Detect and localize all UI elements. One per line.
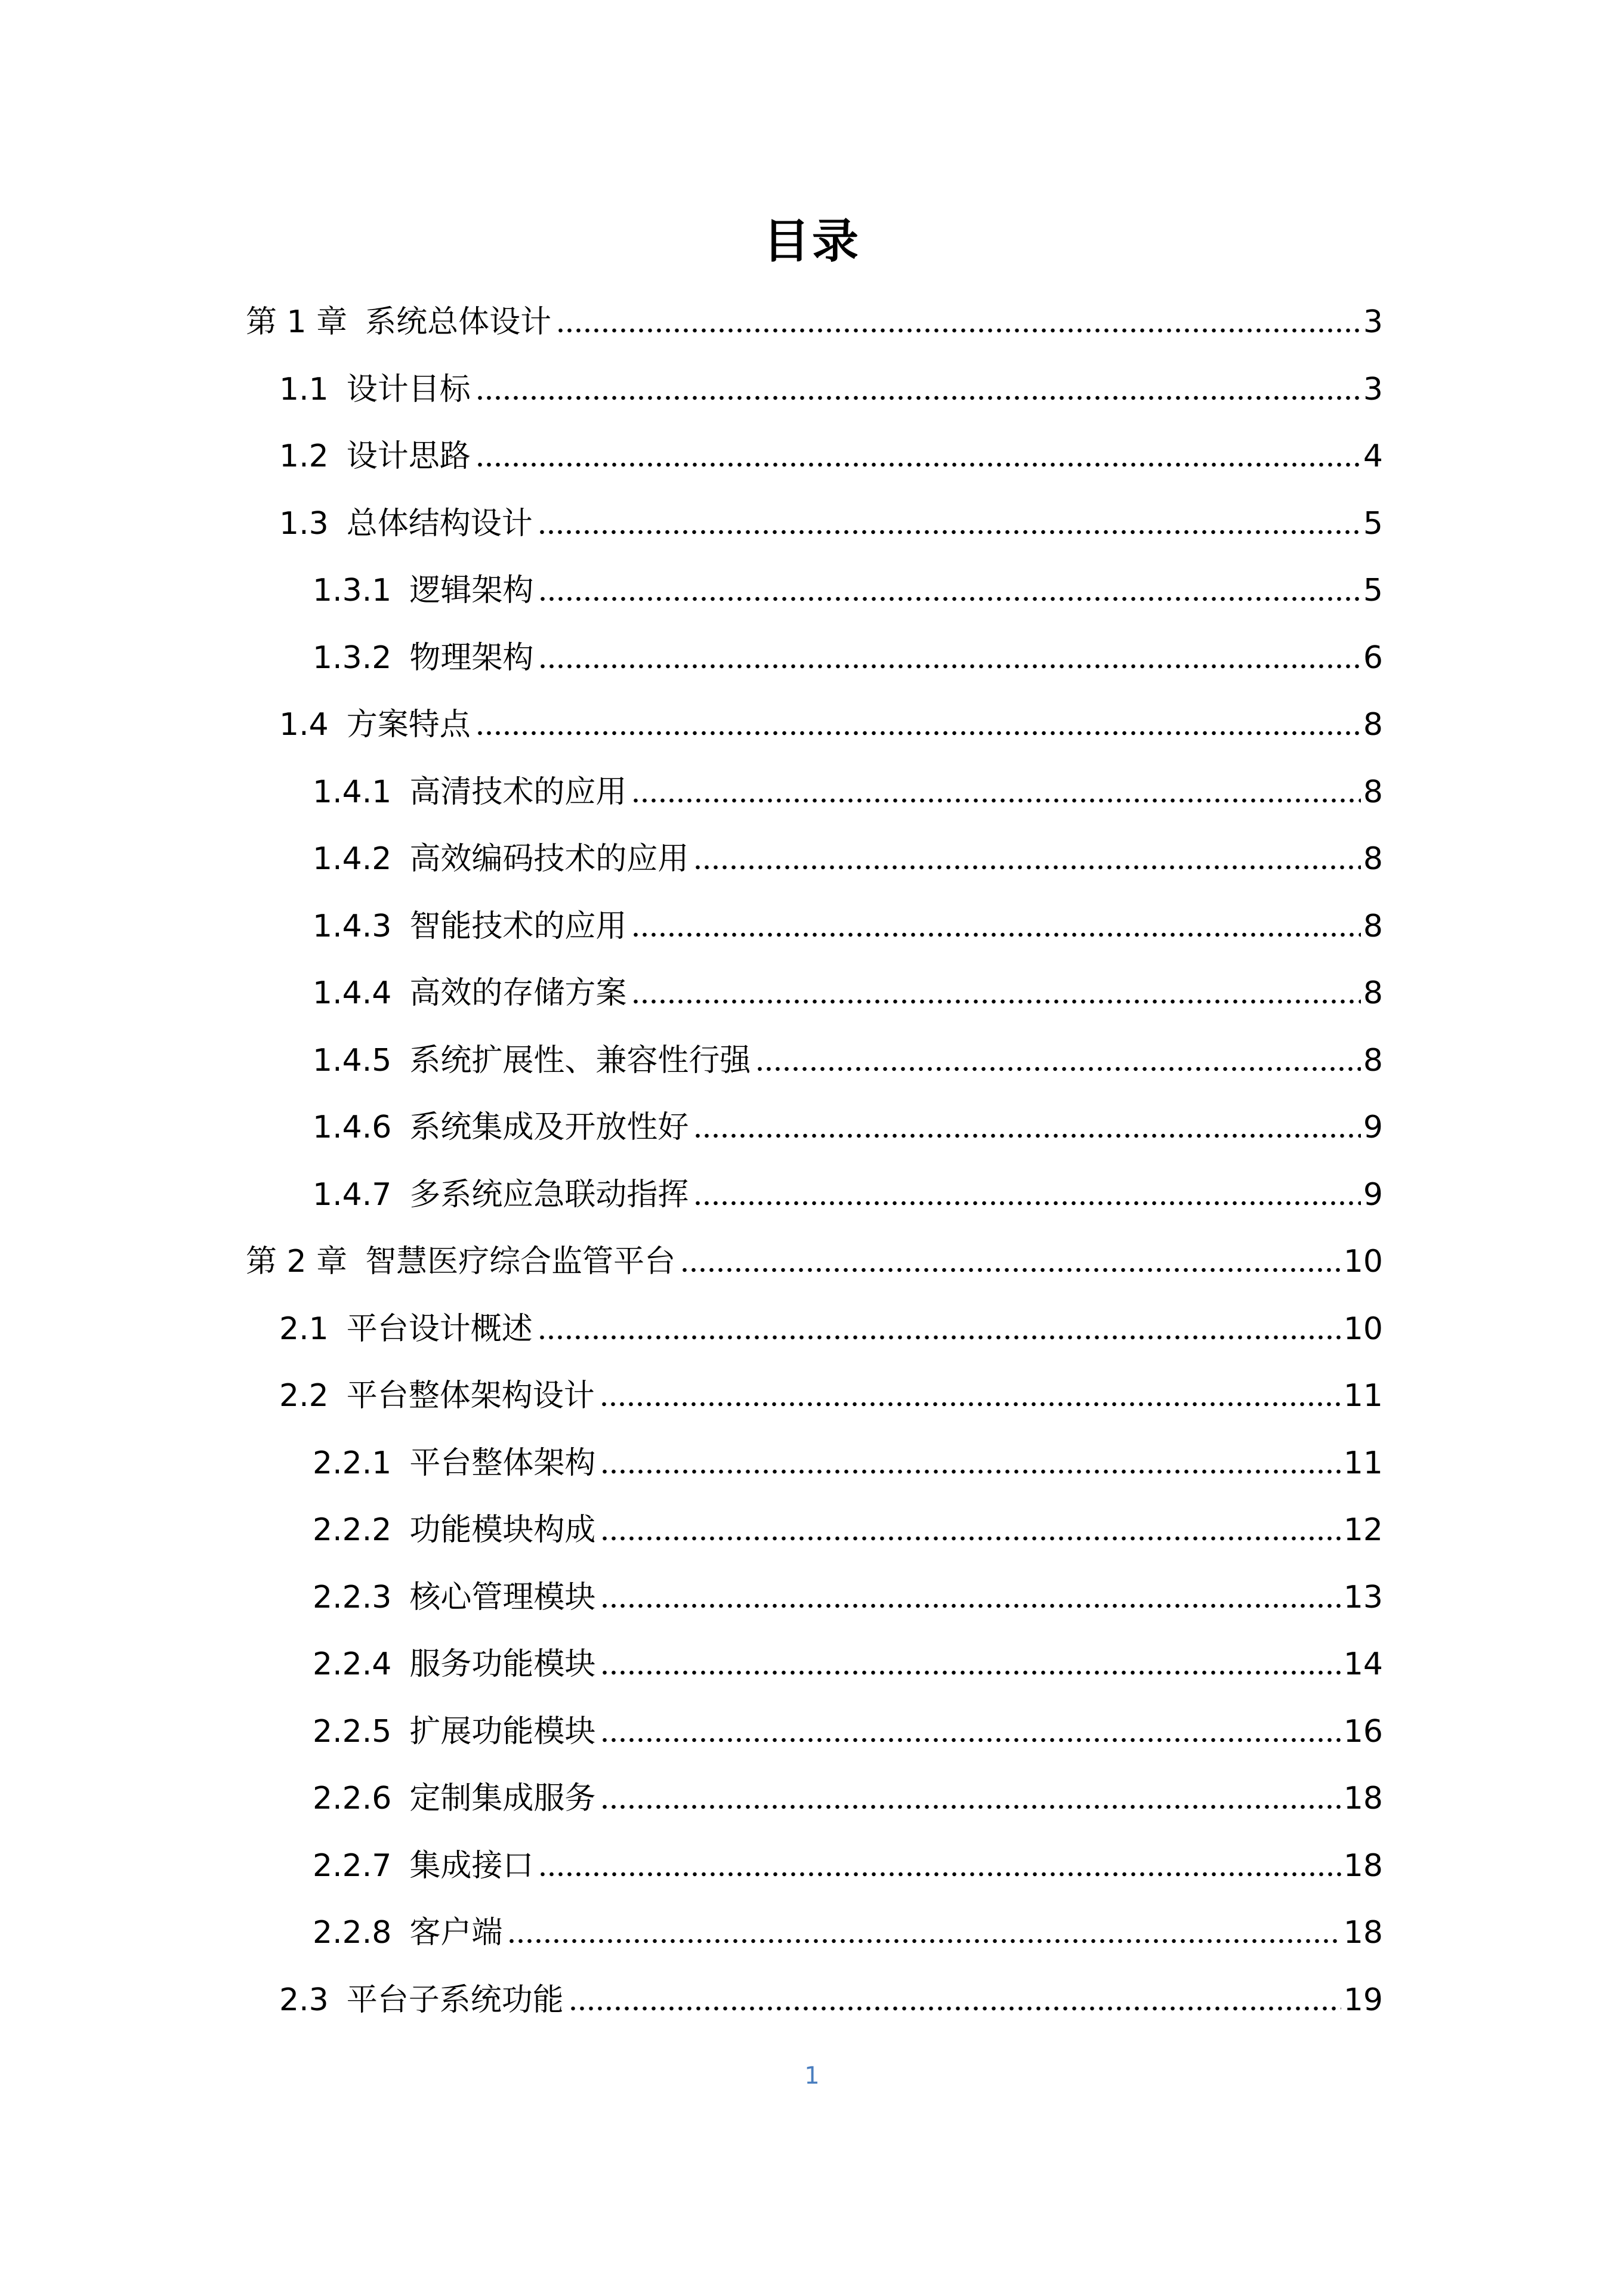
toc-dot-leader (600, 1804, 1341, 1809)
toc-entry-text: 系统扩展性、兼容性行强 (409, 1043, 751, 1079)
toc-entry[interactable] (313, 1697, 1383, 1751)
toc-entry-label (313, 1914, 507, 1952)
toc-entry-text: 逻辑架构 (409, 573, 534, 608)
toc-entry[interactable] (313, 556, 1383, 610)
toc-dot-leader (693, 865, 1361, 870)
toc-entry[interactable] (313, 892, 1383, 945)
toc-entry-label (279, 437, 476, 475)
toc-entry[interactable] (279, 1361, 1383, 1415)
toc-entry-text: 平台整体架构 (409, 1445, 596, 1481)
toc-entry-page: 18 (1343, 1848, 1383, 1884)
toc-entry-page: 9 (1363, 1177, 1383, 1213)
toc-entry-page: 11 (1343, 1445, 1383, 1481)
toc-entry-text: 设计思路 (346, 438, 471, 474)
toc-entry-page: 3 (1363, 372, 1383, 407)
toc-dot-leader (538, 597, 1361, 601)
toc-entry[interactable] (279, 422, 1383, 475)
toc-entry-label (246, 303, 556, 341)
toc-entry-page: 8 (1363, 774, 1383, 810)
toc-dot-leader (538, 664, 1361, 669)
toc-entry[interactable] (279, 489, 1383, 543)
toc-entry-page: 9 (1363, 1110, 1383, 1145)
toc-entry-text: 设计目标 (346, 372, 471, 407)
toc-dot-leader (538, 1335, 1341, 1340)
toc-entry[interactable] (279, 690, 1383, 744)
toc-dot-leader (631, 999, 1361, 1004)
toc-entry-text: 智能技术的应用 (409, 908, 627, 944)
toc-entry-number: 2.2.5 (313, 1714, 392, 1750)
toc-entry[interactable] (313, 1495, 1383, 1549)
toc-entry-number: 2.2.6 (313, 1781, 392, 1816)
toc-entry-label (313, 1713, 600, 1751)
toc-entry-page: 8 (1363, 1043, 1383, 1079)
toc-dot-leader (600, 1603, 1341, 1608)
toc-entry-label (313, 1444, 600, 1482)
toc-entry-number: 2.2.4 (313, 1646, 392, 1682)
toc-entry[interactable] (313, 1898, 1383, 1952)
toc-dot-leader (755, 1067, 1361, 1071)
toc-entry-page: 14 (1343, 1646, 1383, 1682)
toc-entry[interactable] (246, 1227, 1383, 1281)
toc-entry[interactable] (313, 623, 1383, 677)
toc-entry[interactable] (279, 355, 1383, 409)
toc-entry-text: 平台设计概述 (346, 1311, 533, 1347)
toc-entry-label (313, 571, 538, 610)
toc-entry-label (279, 706, 476, 744)
toc-entry-label (313, 840, 693, 878)
toc-entry-label (279, 1981, 569, 2019)
toc-entry-number: 1.4.4 (313, 975, 392, 1011)
toc-entry-number: 1.4.5 (313, 1043, 392, 1079)
toc-entry-text: 平台子系统功能 (346, 1982, 564, 2018)
toc-entry-text: 物理架构 (409, 640, 534, 676)
toc-entry-label (279, 1377, 600, 1415)
toc-entry-number: 1.4.3 (313, 908, 392, 944)
toc-entry-page: 5 (1363, 506, 1383, 542)
toc-entry-number: 2.2.3 (313, 1580, 392, 1615)
toc-entry-label (313, 907, 631, 945)
toc-dot-leader (600, 1469, 1341, 1474)
toc-entry-label (313, 1511, 600, 1549)
toc-entry-text: 功能模块构成 (409, 1512, 596, 1548)
toc-entry-number: 1.1 (279, 372, 329, 407)
toc-entry-number: 1.2 (279, 438, 329, 474)
toc-dot-leader (631, 932, 1361, 937)
toc-dot-leader (538, 1872, 1341, 1877)
toc-entry-number: 1.4.6 (313, 1110, 392, 1145)
toc-entry-text: 服务功能模块 (409, 1646, 596, 1682)
toc-entry[interactable] (246, 288, 1383, 341)
toc-entry-number: 2.2.1 (313, 1445, 392, 1481)
toc-entry[interactable] (313, 758, 1383, 811)
toc-entry-label (313, 1108, 693, 1147)
toc-dot-leader (600, 1402, 1341, 1407)
toc-entry-label (313, 974, 631, 1012)
toc-entry-number: 1.4.7 (313, 1177, 392, 1213)
toc-dot-leader (631, 798, 1361, 803)
toc-entry-number: 1.3 (279, 506, 329, 542)
toc-entry[interactable] (313, 1630, 1383, 1683)
toc-entry[interactable] (313, 1764, 1383, 1818)
toc-entry-number: 第 2 章 (246, 1244, 348, 1280)
toc-dot-leader (600, 1670, 1341, 1675)
toc-dot-leader (556, 328, 1361, 333)
toc-entry-label (313, 1847, 538, 1885)
toc-entry-label (313, 773, 631, 811)
toc-dot-leader (569, 2006, 1341, 2011)
toc-entry-number: 1.3.2 (313, 640, 392, 676)
toc-dot-leader (476, 395, 1361, 400)
toc-entry-page: 8 (1363, 908, 1383, 944)
toc-entry-text: 总体结构设计 (346, 506, 533, 542)
toc-entry-page: 3 (1363, 304, 1383, 340)
toc-entry-label (246, 1243, 680, 1281)
toc-entry-number: 2.1 (279, 1311, 329, 1347)
toc-entry-page: 16 (1343, 1714, 1383, 1750)
toc-entry-text: 系统总体设计 (365, 304, 552, 340)
toc-entry[interactable] (313, 1831, 1383, 1885)
toc-entry[interactable] (313, 824, 1383, 878)
toc-entry-page: 18 (1343, 1915, 1383, 1951)
toc-entry-label (313, 1042, 755, 1080)
toc-entry-number: 2.2.7 (313, 1848, 392, 1884)
toc-entry-page: 5 (1363, 573, 1383, 608)
toc-entry[interactable] (279, 1294, 1383, 1348)
toc-entry[interactable] (313, 1563, 1383, 1617)
toc-entry-text: 多系统应急联动指挥 (409, 1177, 689, 1213)
toc-entry-text: 集成接口 (409, 1848, 534, 1884)
toc-entry-page: 11 (1343, 1378, 1383, 1414)
toc-entry-number: 2.3 (279, 1982, 329, 2018)
toc-entry-page: 19 (1343, 1982, 1383, 2018)
toc-entry-label (279, 505, 538, 543)
toc-entry[interactable] (313, 1429, 1383, 1482)
toc-entry-number: 1.4.1 (313, 774, 392, 810)
toc-dot-leader (476, 731, 1361, 736)
toc-entry-page: 8 (1363, 975, 1383, 1011)
toc-entry-text: 平台整体架构设计 (346, 1378, 595, 1414)
toc-entry-number: 2.2.8 (313, 1915, 392, 1951)
toc-dot-leader (476, 462, 1361, 467)
toc-entry-label (313, 1176, 693, 1214)
toc-entry-number: 1.4.2 (313, 841, 392, 877)
toc-entry-label (313, 639, 538, 677)
toc-title: 目录 (762, 215, 861, 268)
toc-entry[interactable] (313, 1093, 1383, 1147)
toc-entry-text: 扩展功能模块 (409, 1714, 596, 1750)
toc-entry-label (313, 1645, 600, 1683)
toc-entry-text: 智慧医疗综合监管平台 (365, 1244, 676, 1280)
toc-entry-label (279, 1310, 538, 1348)
toc-entry-page: 12 (1343, 1512, 1383, 1548)
toc-entry-text: 高清技术的应用 (409, 774, 627, 810)
toc-entry-text: 核心管理模块 (409, 1580, 596, 1615)
toc-dot-leader (600, 1738, 1341, 1742)
toc-entry-label (313, 1779, 600, 1818)
toc-entry-page: 13 (1343, 1580, 1383, 1615)
toc-entry-page: 8 (1363, 707, 1383, 743)
toc-entry-text: 高效的存储方案 (409, 975, 627, 1011)
toc-entry-number: 第 1 章 (246, 304, 348, 340)
toc-entry-page: 8 (1363, 841, 1383, 877)
toc-entry-number: 2.2.2 (313, 1512, 392, 1548)
toc-entry-page: 4 (1363, 438, 1383, 474)
toc-entry-page: 10 (1343, 1244, 1383, 1280)
toc-dot-leader (680, 1268, 1341, 1272)
toc-entry[interactable] (313, 959, 1383, 1012)
toc-entry-text: 高效编码技术的应用 (409, 841, 689, 877)
toc-entry-number: 1.4 (279, 707, 329, 743)
toc-entry-number: 1.3.1 (313, 573, 392, 608)
toc-dot-leader (600, 1536, 1341, 1541)
toc-dot-leader (693, 1133, 1361, 1138)
toc-dot-leader (507, 1939, 1341, 1943)
toc-entry-page: 10 (1343, 1311, 1383, 1347)
toc-entry-page: 6 (1363, 640, 1383, 676)
toc-entry-text: 客户端 (409, 1915, 503, 1951)
toc-entry-label (279, 370, 476, 409)
toc-entry[interactable] (279, 1966, 1383, 2019)
toc-entry[interactable] (313, 1026, 1383, 1080)
toc-dot-leader (538, 530, 1361, 534)
toc-entry-number: 2.2 (279, 1378, 329, 1414)
toc-entry-page: 18 (1343, 1781, 1383, 1816)
toc-entry-text: 定制集成服务 (409, 1781, 596, 1816)
page-number: 1 (804, 2062, 820, 2090)
toc-entry-text: 方案特点 (346, 707, 471, 743)
toc-dot-leader (693, 1201, 1361, 1206)
toc-entry[interactable] (313, 1160, 1383, 1214)
toc-entry-text: 系统集成及开放性好 (409, 1110, 689, 1145)
toc-entry-label (313, 1578, 600, 1617)
